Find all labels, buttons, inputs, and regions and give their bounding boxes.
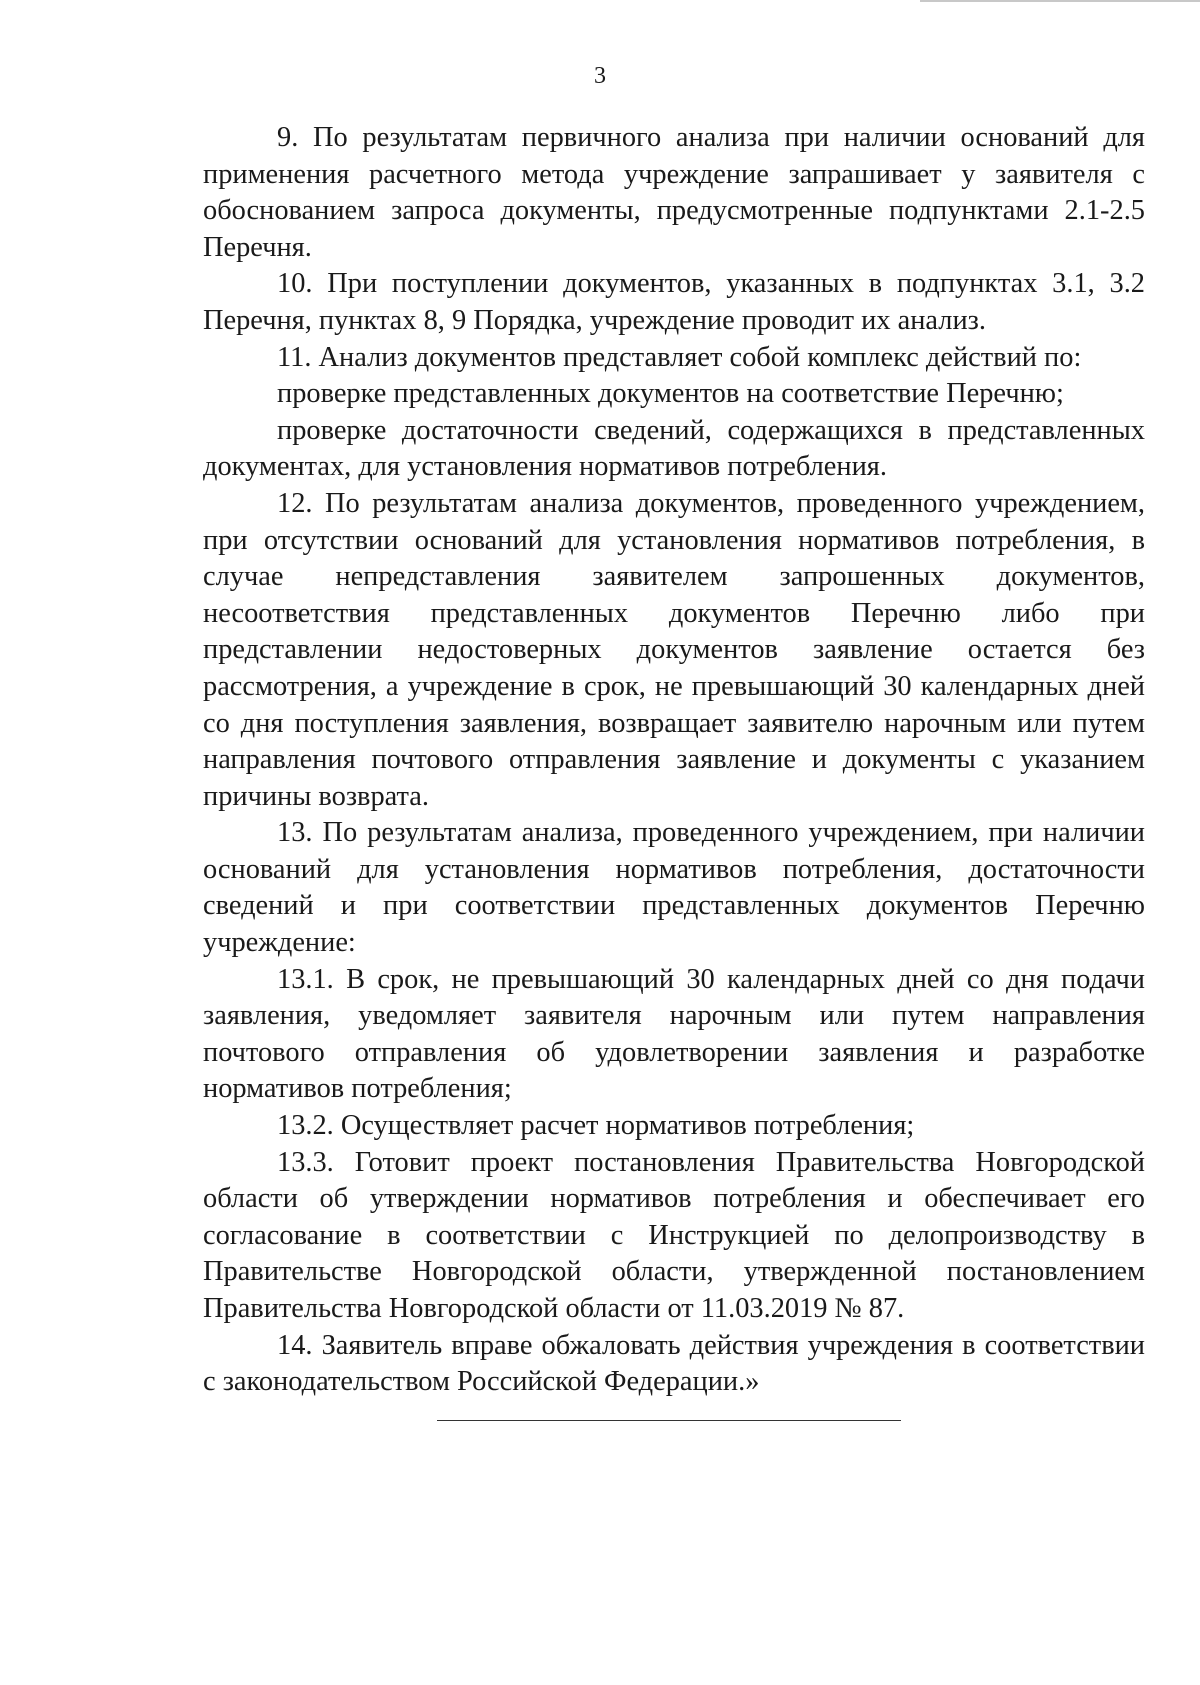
paragraph-13-1: 13.1. В срок, не превышающий 30 календарных дней со дня подачи заявления, уведомляет заявителя нарочным или путем направления почтового отправления об удовлетворении заявления и разработке нормативов потребления;: [203, 963, 1145, 1105]
paragraph-10: 10. При поступлении документов, указанных в подпунктах 3.1, 3.2 Перечня, пунктах 8, 9 Порядка, учреждение проводит их анализ.: [203, 268, 1145, 336]
page-number: 3: [594, 63, 606, 89]
paragraph-13-3: 13.3. Готовит проект постановления Правительства Новгородской области об утверждении нормативов потребления и обеспечивает его согласование в соответствии с Инструкцией по делопроизводству в Правительстве Новгородской области, утвержденной постановлением Правительства Новгородской области от 11.03.2019 № 87.: [203, 1146, 1145, 1324]
paragraph-11-item-2: проверке достаточности сведений, содержащихся в представленных документах, для установления нормативов потребления.: [203, 414, 1145, 483]
paragraph-13-2: 13.2. Осуществляет расчет нормативов потребления;: [277, 1110, 915, 1142]
paragraph-11-item-1: проверке представленных документов на соответствие Перечню;: [277, 378, 1064, 410]
scan-edge-line: [920, 0, 1200, 2]
paragraph-13: 13. По результатам анализа, проведенного учреждением, при наличии оснований для установления нормативов потребления, достаточности сведений и при соответствии представленных документов Перечню учреждение:: [203, 817, 1145, 959]
document-body: [203, 120, 1145, 1401]
paragraph-11: 11. Анализ документов представляет собой комплекс действий по:: [277, 341, 1082, 373]
paragraph-14: 14. Заявитель вправе обжаловать действия учреждения в соответствии с законодательством Российской Федерации.»: [203, 1329, 1145, 1398]
closing-divider-line: [437, 1420, 901, 1421]
paragraph-9: 9. По результатам первичного анализа при наличии оснований для применения расчетного метода учреждение запрашивает у заявителя с обоснованием запроса документы, предусмотренные подпунктами 2.1-2.5 Перечня.: [203, 122, 1145, 263]
paragraph-12: 12. По результатам анализа документов, проведенного учреждением, при отсутствии оснований для установления нормативов потребления, в случае непредставления заявителем запрошенных документов, несоответствия представленных документов Перечню либо при представлении недостоверных документов заявление остается без рассмотрения, а учреждение в срок, не превышающий 30 календарных дней со дня поступления заявления, возвращает заявителю нарочным или путем направления почтового отправления заявление и документы с указанием причины возврата.: [203, 487, 1145, 812]
